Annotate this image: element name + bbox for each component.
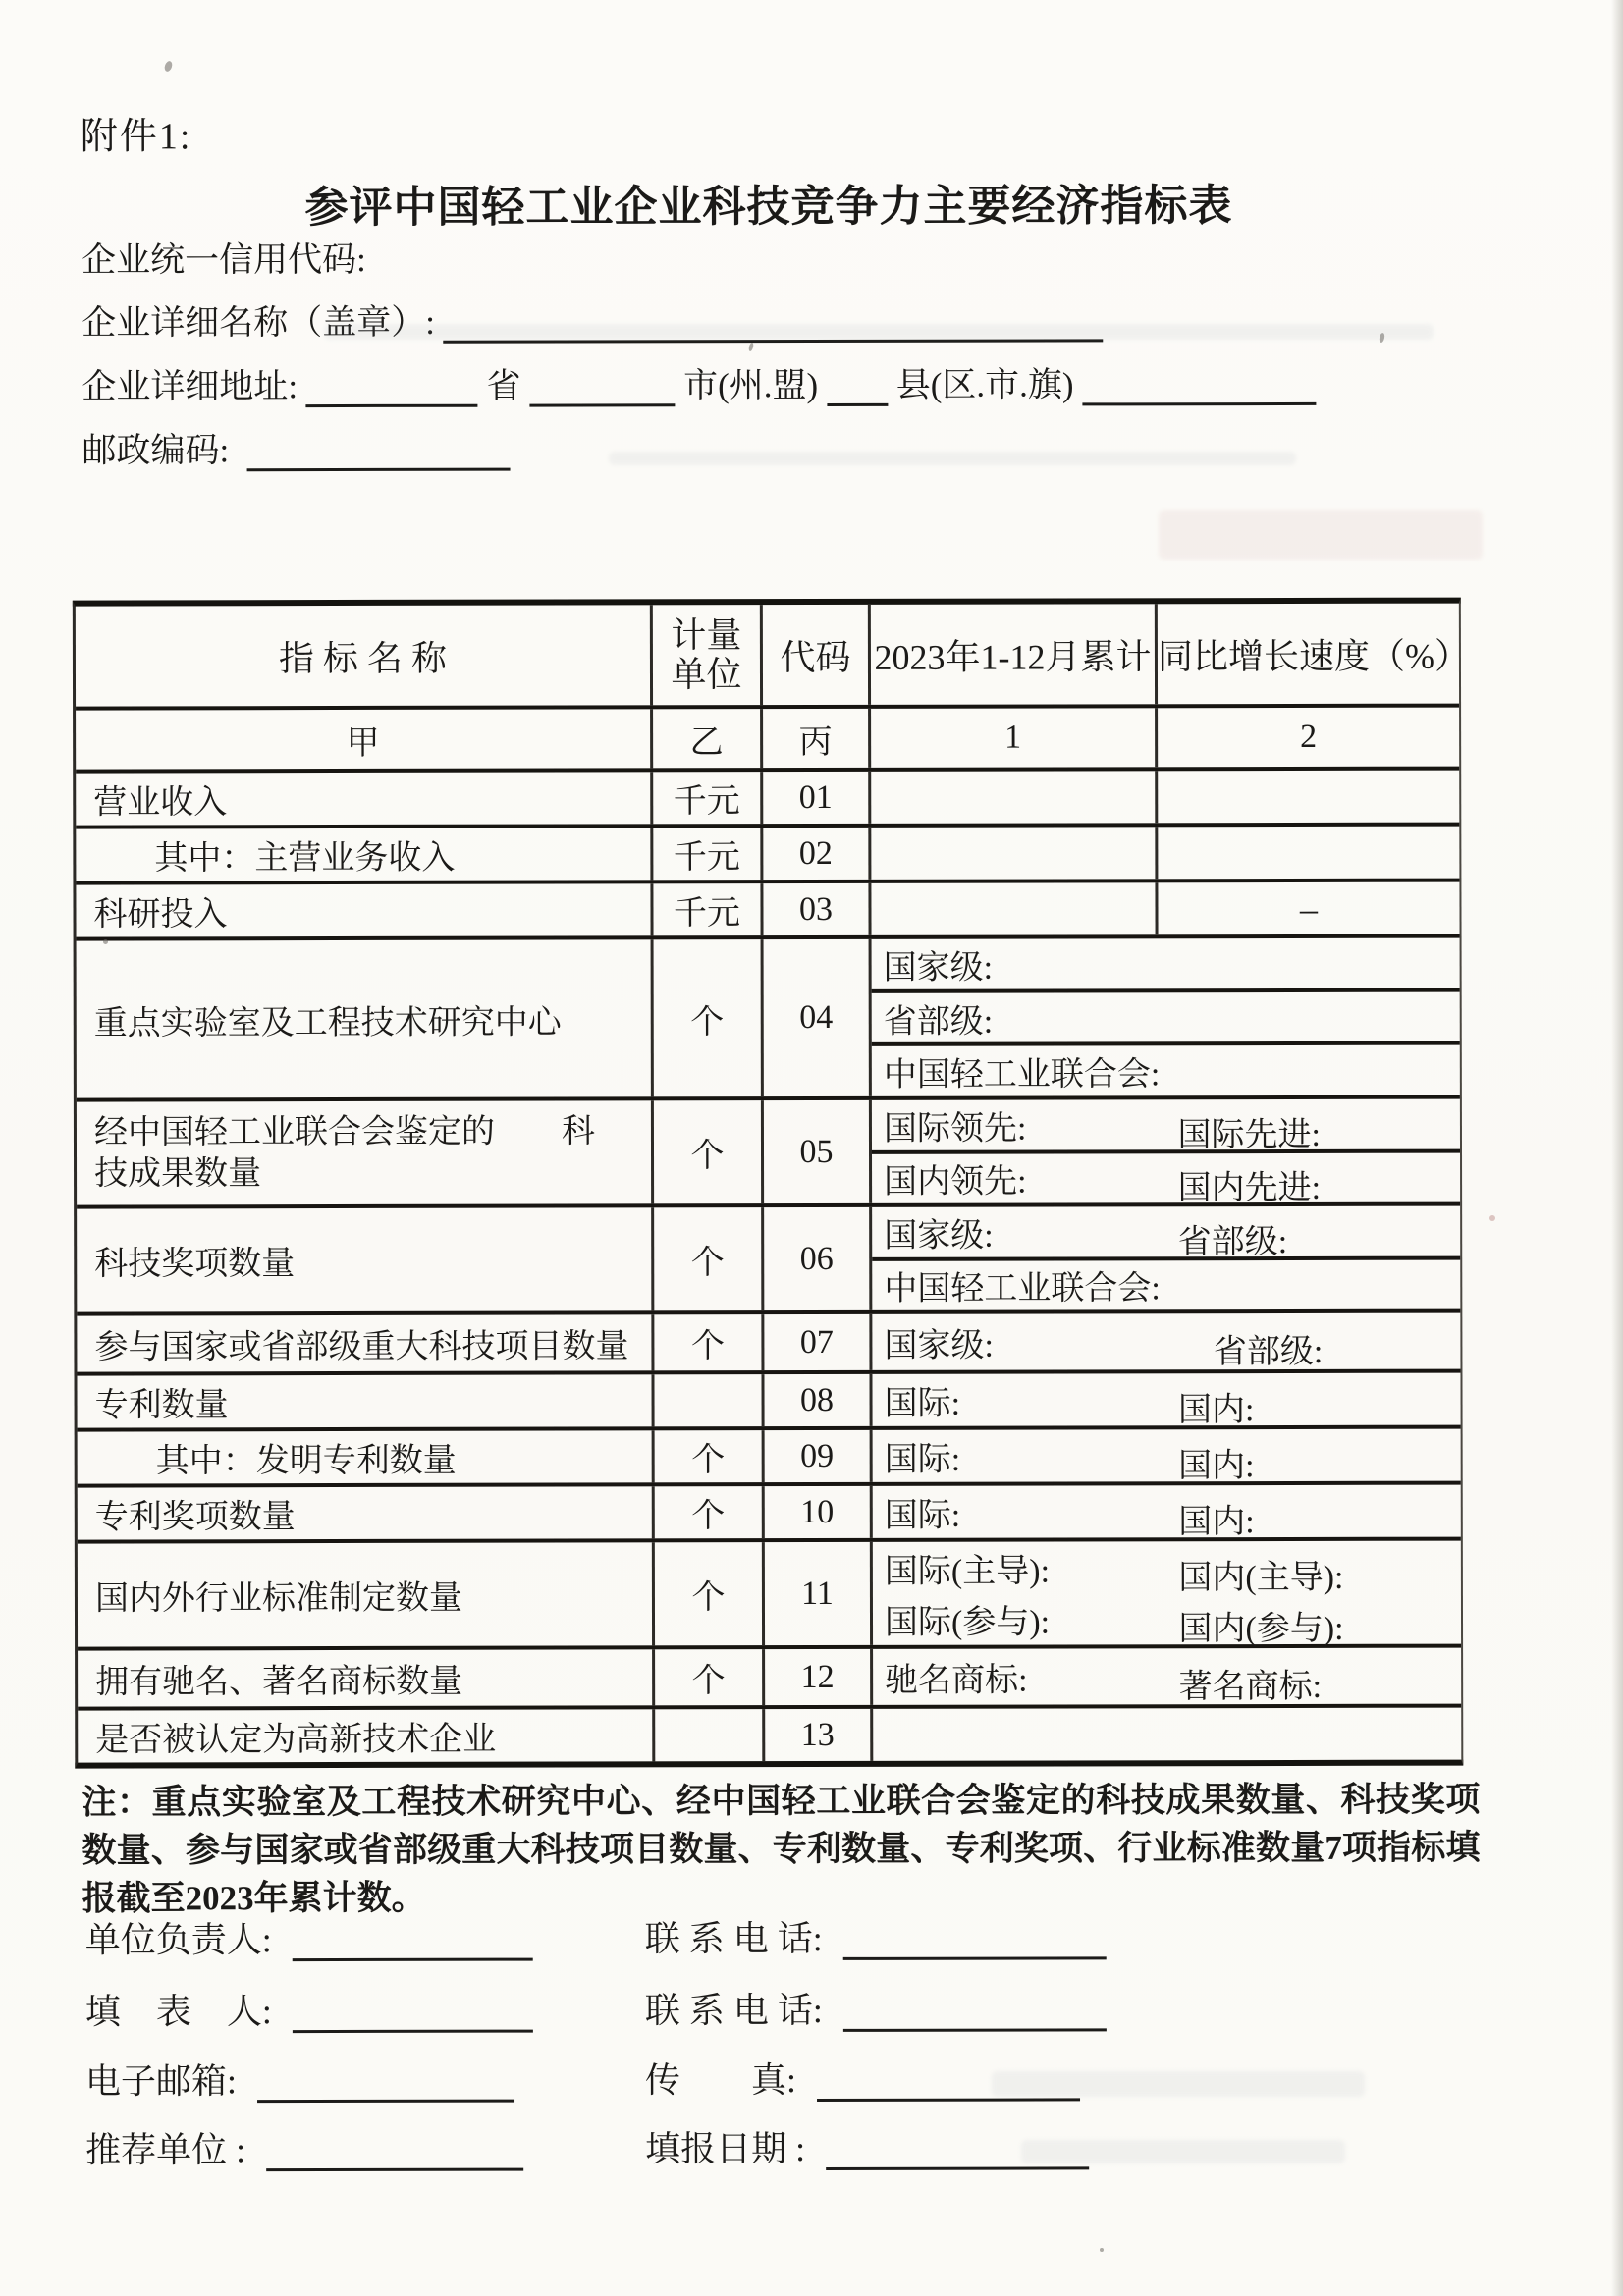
detail-subrow bbox=[873, 1485, 1461, 1541]
postal-code-label: 邮政编码: bbox=[81, 431, 230, 470]
recommending-unit-label: 推荐单位 : bbox=[85, 2130, 246, 2170]
unit-cell: 个 bbox=[655, 1649, 765, 1705]
cumulative-cell bbox=[871, 882, 1158, 935]
detail-subrow bbox=[872, 1313, 1460, 1370]
indicator-name-cell: 是否被认定为高新技术企业 bbox=[78, 1709, 655, 1762]
code-header: 代码 bbox=[763, 605, 871, 705]
indicator-name-cell: 科研投入 bbox=[76, 883, 653, 936]
detail-subrow bbox=[873, 1541, 1461, 1594]
unit-cell: 千元 bbox=[653, 772, 763, 824]
bleed-through-smudge bbox=[992, 2071, 1365, 2097]
credit-code-label: 企业统一信用代码: bbox=[81, 240, 366, 280]
indicator-name-cell: 国内外行业标准制定数量 bbox=[78, 1542, 655, 1646]
county-label: 县(区.市.旗) bbox=[895, 365, 1074, 404]
cumulative-cell bbox=[871, 771, 1158, 824]
field-company-name bbox=[81, 297, 1104, 347]
footer-right-cell bbox=[645, 1985, 1107, 2035]
page-title: 参评中国轻工业企业科技竞争力主要经济指标表 bbox=[304, 182, 1233, 233]
scan-speck bbox=[103, 939, 108, 944]
detail-label: 国际(参与): bbox=[884, 1604, 1051, 1642]
detail-subrow bbox=[872, 1206, 1460, 1261]
footer-right-cell bbox=[645, 1913, 1107, 1963]
detail-line bbox=[872, 1153, 1460, 1207]
detail-label: 国内: bbox=[1178, 1448, 1255, 1485]
form-preparer-blank bbox=[293, 1995, 533, 2034]
detail-label: 省部级: bbox=[1177, 1223, 1288, 1260]
detail-subrow bbox=[872, 1373, 1460, 1429]
field-postal-code bbox=[81, 427, 511, 475]
detail-subrow bbox=[872, 1045, 1460, 1096]
filing-date-label: 填报日期 : bbox=[645, 2129, 806, 2169]
unit-cell: 个 bbox=[655, 1430, 765, 1482]
table-row-13 bbox=[78, 1708, 1461, 1763]
growth-cell: – bbox=[1299, 888, 1319, 929]
detail-subrow bbox=[872, 938, 1460, 993]
code-cell: 03 bbox=[763, 883, 871, 935]
bleed-through-smudge bbox=[324, 324, 1434, 340]
growth-cell bbox=[1158, 771, 1459, 824]
indicator-name-cell: 其中：主营业务收入 bbox=[76, 828, 653, 881]
footer-row-responsible bbox=[85, 1913, 1470, 1965]
scan-speck bbox=[1100, 2248, 1104, 2252]
detail-cell bbox=[872, 938, 1460, 1096]
detail-line bbox=[872, 1375, 1460, 1429]
code-cell: 07 bbox=[764, 1314, 872, 1370]
cumulative-header: 2023年1-12月累计 bbox=[871, 604, 1158, 705]
detail-cell bbox=[872, 1373, 1460, 1429]
indicator-name-cell: 其中：发明专利数量 bbox=[78, 1430, 655, 1483]
detail-label: 中国轻工业联合会: bbox=[884, 1270, 1161, 1308]
table-row-09 bbox=[78, 1429, 1461, 1488]
code-cell: 06 bbox=[764, 1207, 872, 1310]
letter-cell: 甲 bbox=[76, 709, 653, 769]
unit-cell: 个 bbox=[654, 939, 764, 1096]
bleed-through-smudge bbox=[609, 452, 1296, 465]
detail-label: 国家级: bbox=[883, 949, 994, 987]
code-cell: 10 bbox=[765, 1486, 873, 1538]
table-row-08 bbox=[77, 1373, 1460, 1432]
detail-subrow bbox=[873, 1592, 1461, 1648]
table-row-11 bbox=[78, 1541, 1461, 1651]
city-label: 市(州.盟) bbox=[683, 365, 819, 405]
table-row-01 bbox=[76, 771, 1459, 829]
detail-subrow bbox=[872, 1099, 1460, 1154]
detail-cell bbox=[873, 1648, 1461, 1705]
detail-cell bbox=[873, 1429, 1461, 1485]
detail-line bbox=[873, 1652, 1461, 1706]
detail-cell bbox=[872, 1206, 1460, 1310]
growth-header: 同比增长速度（%） bbox=[1157, 636, 1470, 676]
detail-label: 著名商标: bbox=[1178, 1668, 1323, 1706]
address-label: 企业详细地址: bbox=[81, 367, 298, 406]
field-address bbox=[81, 361, 1316, 411]
detail-line bbox=[872, 1099, 1460, 1153]
indicator-name-cell: 经中国轻工业联合会鉴定的 科 技成果数量 bbox=[77, 1100, 654, 1204]
code-cell: 08 bbox=[764, 1374, 872, 1426]
indicator-name-cell: 专利数量 bbox=[77, 1374, 654, 1427]
detail-label: 国内: bbox=[1177, 1392, 1255, 1429]
detail-label: 驰名商标: bbox=[885, 1662, 1028, 1699]
letter-cell: 1 bbox=[871, 708, 1158, 768]
table-row-10 bbox=[78, 1485, 1461, 1544]
table-row-12 bbox=[78, 1648, 1461, 1711]
detail-label: 国家级: bbox=[884, 1327, 994, 1364]
province-blank bbox=[306, 369, 478, 407]
email-label: 电子邮箱: bbox=[84, 2061, 238, 2102]
email-blank bbox=[257, 2064, 514, 2104]
indicators-table bbox=[73, 598, 1470, 1769]
city-blank bbox=[529, 368, 675, 406]
detail-label: 国际: bbox=[884, 1385, 961, 1422]
county-blank bbox=[827, 368, 888, 406]
unit-head-label: 单位负责人: bbox=[84, 1920, 272, 1960]
detail-subrow bbox=[873, 1429, 1461, 1485]
detail-label: 中国轻工业联合会: bbox=[883, 1056, 1161, 1095]
indicator-name-cell: 参与国家或省部级重大科技项目数量 bbox=[77, 1314, 654, 1371]
detail-label: 国际先进: bbox=[1177, 1116, 1321, 1153]
letter-cell: 丙 bbox=[763, 709, 871, 768]
unit-cell: 千元 bbox=[653, 828, 763, 880]
county-detail-blank bbox=[1082, 367, 1316, 405]
detail-label: 省部级: bbox=[1213, 1333, 1324, 1371]
detail-line bbox=[872, 1206, 1460, 1260]
detail-cell bbox=[873, 1708, 1461, 1761]
cumulative-cell bbox=[871, 827, 1158, 880]
company-name-label: 企业详细名称（盖章）: bbox=[81, 302, 436, 343]
scan-edge-shadow bbox=[1611, 0, 1623, 2296]
scan-speck bbox=[1489, 1215, 1495, 1221]
indicator-name-cell: 拥有驰名、著名商标数量 bbox=[78, 1649, 655, 1706]
table-row-05 bbox=[77, 1099, 1460, 1209]
detail-line bbox=[873, 1594, 1461, 1648]
table-row-06 bbox=[77, 1206, 1460, 1316]
detail-label: 国内(参与): bbox=[1178, 1611, 1344, 1648]
detail-cell bbox=[873, 1541, 1461, 1648]
indicator-name-header: 指 标 名 称 bbox=[76, 605, 653, 706]
code-cell: 12 bbox=[765, 1649, 873, 1705]
contact-phone-blank bbox=[843, 1921, 1107, 1960]
table-header-row bbox=[76, 604, 1470, 711]
unit-head-blank bbox=[293, 1923, 533, 1962]
bleed-through-smudge bbox=[1159, 510, 1483, 560]
code-cell: 11 bbox=[765, 1542, 873, 1645]
detail-label: 国际领先: bbox=[883, 1110, 1027, 1148]
fax-label: 传 真: bbox=[644, 2060, 797, 2101]
postal-code-blank bbox=[247, 433, 511, 472]
detail-label: 国际(主导): bbox=[884, 1553, 1051, 1590]
code-cell: 09 bbox=[765, 1430, 873, 1482]
detail-subrow bbox=[872, 1152, 1460, 1207]
footer-row-preparer bbox=[85, 1985, 1470, 2037]
bleed-through-smudge bbox=[1021, 2140, 1345, 2163]
contact-phone-label: 联 系 电 话: bbox=[644, 1990, 823, 2031]
indicator-name-cell: 专利奖项数量 bbox=[78, 1486, 655, 1539]
detail-line bbox=[873, 1431, 1461, 1485]
table-row-02 bbox=[76, 827, 1459, 885]
unit-cell: 个 bbox=[654, 1207, 764, 1310]
table-row-07 bbox=[77, 1313, 1460, 1376]
indicator-name-cell: 营业收入 bbox=[76, 772, 653, 825]
column-letters-row bbox=[76, 708, 1459, 774]
unit-header: 计量 单位 bbox=[653, 605, 763, 705]
letter-cell: 乙 bbox=[653, 709, 763, 768]
unit-cell bbox=[655, 1709, 765, 1761]
growth-cell bbox=[1158, 827, 1459, 880]
letter-cell: 2 bbox=[1300, 718, 1318, 755]
field-credit-code bbox=[81, 237, 366, 285]
table-row-03 bbox=[76, 882, 1459, 941]
form-preparer-label: 填 表 人: bbox=[84, 1992, 272, 2032]
unit-cell: 个 bbox=[654, 1314, 764, 1370]
attachment-label: 附件1: bbox=[80, 116, 192, 158]
table-row-04 bbox=[77, 938, 1460, 1102]
detail-line bbox=[873, 1487, 1461, 1541]
unit-cell: 个 bbox=[655, 1486, 765, 1538]
unit-cell: 个 bbox=[654, 1100, 764, 1203]
province-label: 省 bbox=[486, 366, 521, 405]
indicator-name-cell: 重点实验室及工程技术研究中心 bbox=[77, 939, 654, 1097]
code-cell: 01 bbox=[763, 772, 871, 824]
unit-cell: 个 bbox=[655, 1542, 765, 1645]
recommending-unit-blank bbox=[266, 2133, 523, 2172]
detail-line bbox=[872, 1317, 1460, 1371]
unit-cell bbox=[654, 1374, 764, 1426]
detail-label: 国家级: bbox=[884, 1217, 994, 1255]
detail-line bbox=[872, 1260, 1460, 1309]
detail-label: 省部级: bbox=[883, 1003, 994, 1041]
code-cell: 04 bbox=[764, 939, 872, 1096]
code-cell: 05 bbox=[764, 1100, 872, 1203]
note-text: 注：重点实验室及工程技术研究中心、经中国轻工业联合会鉴定的科技成果数量、科技奖项数量、参与国家或省部级重大科技项目数量、专利数量、专利奖项、行业标准数量7项指标填报截至2023年累计数。 bbox=[81, 1780, 1481, 1918]
detail-label: 国内(主导): bbox=[1178, 1559, 1344, 1596]
detail-line bbox=[873, 1542, 1461, 1596]
indicator-name-cell: 科技奖项数量 bbox=[77, 1207, 654, 1311]
detail-label: 国际: bbox=[884, 1441, 961, 1478]
detail-label: 国内: bbox=[1178, 1504, 1255, 1541]
code-cell: 02 bbox=[763, 828, 871, 880]
code-cell: 13 bbox=[765, 1709, 873, 1761]
contact-phone-label: 联 系 电 话: bbox=[644, 1918, 823, 1959]
unit-cell: 千元 bbox=[653, 883, 763, 935]
detail-subrow bbox=[872, 1259, 1460, 1310]
detail-label: 国内领先: bbox=[884, 1163, 1027, 1201]
detail-subrow bbox=[873, 1648, 1461, 1705]
detail-cell bbox=[873, 1485, 1461, 1541]
detail-subrow bbox=[872, 991, 1460, 1046]
detail-label: 国际: bbox=[884, 1497, 961, 1534]
detail-cell bbox=[872, 1313, 1460, 1370]
detail-cell bbox=[872, 1099, 1460, 1207]
contact-phone-blank bbox=[843, 1993, 1107, 2032]
detail-label: 国内先进: bbox=[1177, 1170, 1322, 1207]
